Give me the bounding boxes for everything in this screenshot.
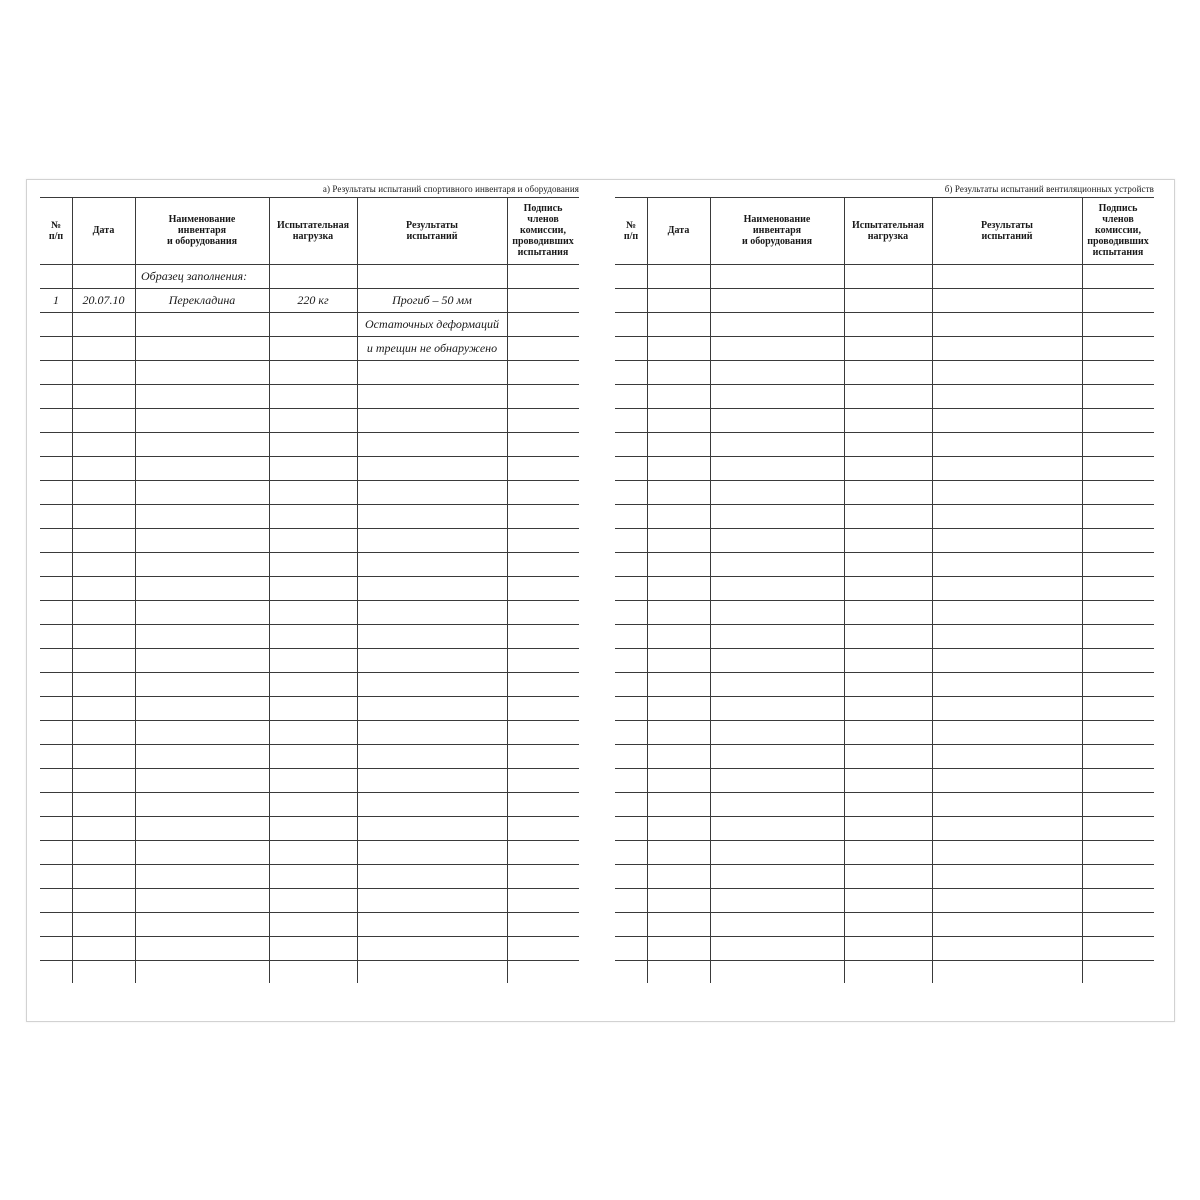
row-line: [615, 768, 1154, 769]
row-line: [615, 408, 1154, 409]
column-divider: [72, 197, 73, 983]
sample-cell: 220 кг: [297, 292, 329, 307]
column-divider: [1082, 197, 1083, 983]
row-line: [615, 816, 1154, 817]
column-divider: [135, 197, 136, 983]
row-line: [40, 912, 579, 913]
row-line: [615, 864, 1154, 865]
row-line: [615, 600, 1154, 601]
sample-cell: 20.07.10: [82, 292, 125, 307]
column-header: Испытательная нагрузка: [277, 219, 349, 242]
row-line: [40, 480, 579, 481]
column-header: Наименование инвентаря и оборудования: [166, 214, 238, 247]
row-line: [40, 816, 579, 817]
column-divider: [647, 197, 648, 983]
row-line: [40, 960, 579, 961]
row-line: [615, 744, 1154, 745]
column-divider: [507, 197, 508, 983]
row-line: [615, 624, 1154, 625]
column-header: Подпись членов комиссии, проводивших испытания: [512, 203, 574, 258]
row-line: [40, 528, 579, 529]
row-line: [615, 672, 1154, 673]
column-divider: [710, 197, 711, 983]
row-line: [615, 480, 1154, 481]
row-line: [40, 456, 579, 457]
sample-cell: Прогиб – 50 мм: [392, 292, 472, 307]
column-header: Результаты испытаний: [981, 219, 1033, 242]
column-header: № п/п: [623, 219, 639, 242]
journal-spread: [26, 179, 1175, 1022]
row-line: [615, 840, 1154, 841]
row-line: [40, 864, 579, 865]
row-line: [40, 576, 579, 577]
column-header: Испытательная нагрузка: [852, 219, 924, 242]
sample-cell: и трещин не обнаружено: [366, 340, 498, 355]
row-line: [615, 312, 1154, 313]
right-page-title: б) Результаты испытаний вентиляционных устройств: [944, 184, 1154, 194]
sample-cell: 1: [53, 292, 59, 307]
row-line: [40, 696, 579, 697]
row-line: [615, 960, 1154, 961]
column-header: Наименование инвентаря и оборудования: [741, 214, 813, 247]
row-line: [615, 912, 1154, 913]
left-page-title: а) Результаты испытаний спортивного инвентаря и оборудования: [322, 184, 579, 194]
row-line: [615, 456, 1154, 457]
sample-cell: Перекладина: [168, 292, 236, 307]
row-line: [615, 504, 1154, 505]
column-divider: [932, 197, 933, 983]
row-line: [615, 432, 1154, 433]
column-header: Дата: [92, 225, 115, 236]
row-line: [615, 696, 1154, 697]
row-line: [40, 432, 579, 433]
ventilation-test-table: [615, 197, 1154, 983]
row-line: [615, 792, 1154, 793]
header-divider: [615, 264, 1154, 265]
row-line: [40, 552, 579, 553]
row-line: [40, 936, 579, 937]
row-line: [40, 672, 579, 673]
column-header: Результаты испытаний: [406, 219, 458, 242]
row-line: [615, 384, 1154, 385]
row-line: [40, 360, 579, 361]
sample-label: Образец заполнения:: [141, 268, 248, 283]
row-line: [40, 792, 579, 793]
row-line: [40, 408, 579, 409]
column-header: № п/п: [48, 219, 64, 242]
column-divider: [269, 197, 270, 983]
row-line: [40, 648, 579, 649]
row-line: [40, 600, 579, 601]
row-line: [615, 288, 1154, 289]
row-line: [40, 744, 579, 745]
column-divider: [844, 197, 845, 983]
row-line: [40, 720, 579, 721]
row-line: [615, 576, 1154, 577]
sports-equipment-test-table: [40, 197, 579, 983]
sample-cell: Остаточных деформаций: [365, 316, 499, 331]
column-header: Подпись членов комиссии, проводивших испытания: [1087, 203, 1149, 258]
row-line: [615, 528, 1154, 529]
row-line: [40, 840, 579, 841]
row-line: [40, 384, 579, 385]
row-line: [615, 648, 1154, 649]
row-line: [615, 888, 1154, 889]
row-line: [615, 720, 1154, 721]
row-line: [40, 504, 579, 505]
row-line: [615, 936, 1154, 937]
row-line: [40, 768, 579, 769]
row-line: [615, 552, 1154, 553]
column-header: Дата: [667, 225, 690, 236]
row-line: [615, 336, 1154, 337]
row-line: [40, 888, 579, 889]
row-line: [615, 360, 1154, 361]
row-line: [40, 624, 579, 625]
